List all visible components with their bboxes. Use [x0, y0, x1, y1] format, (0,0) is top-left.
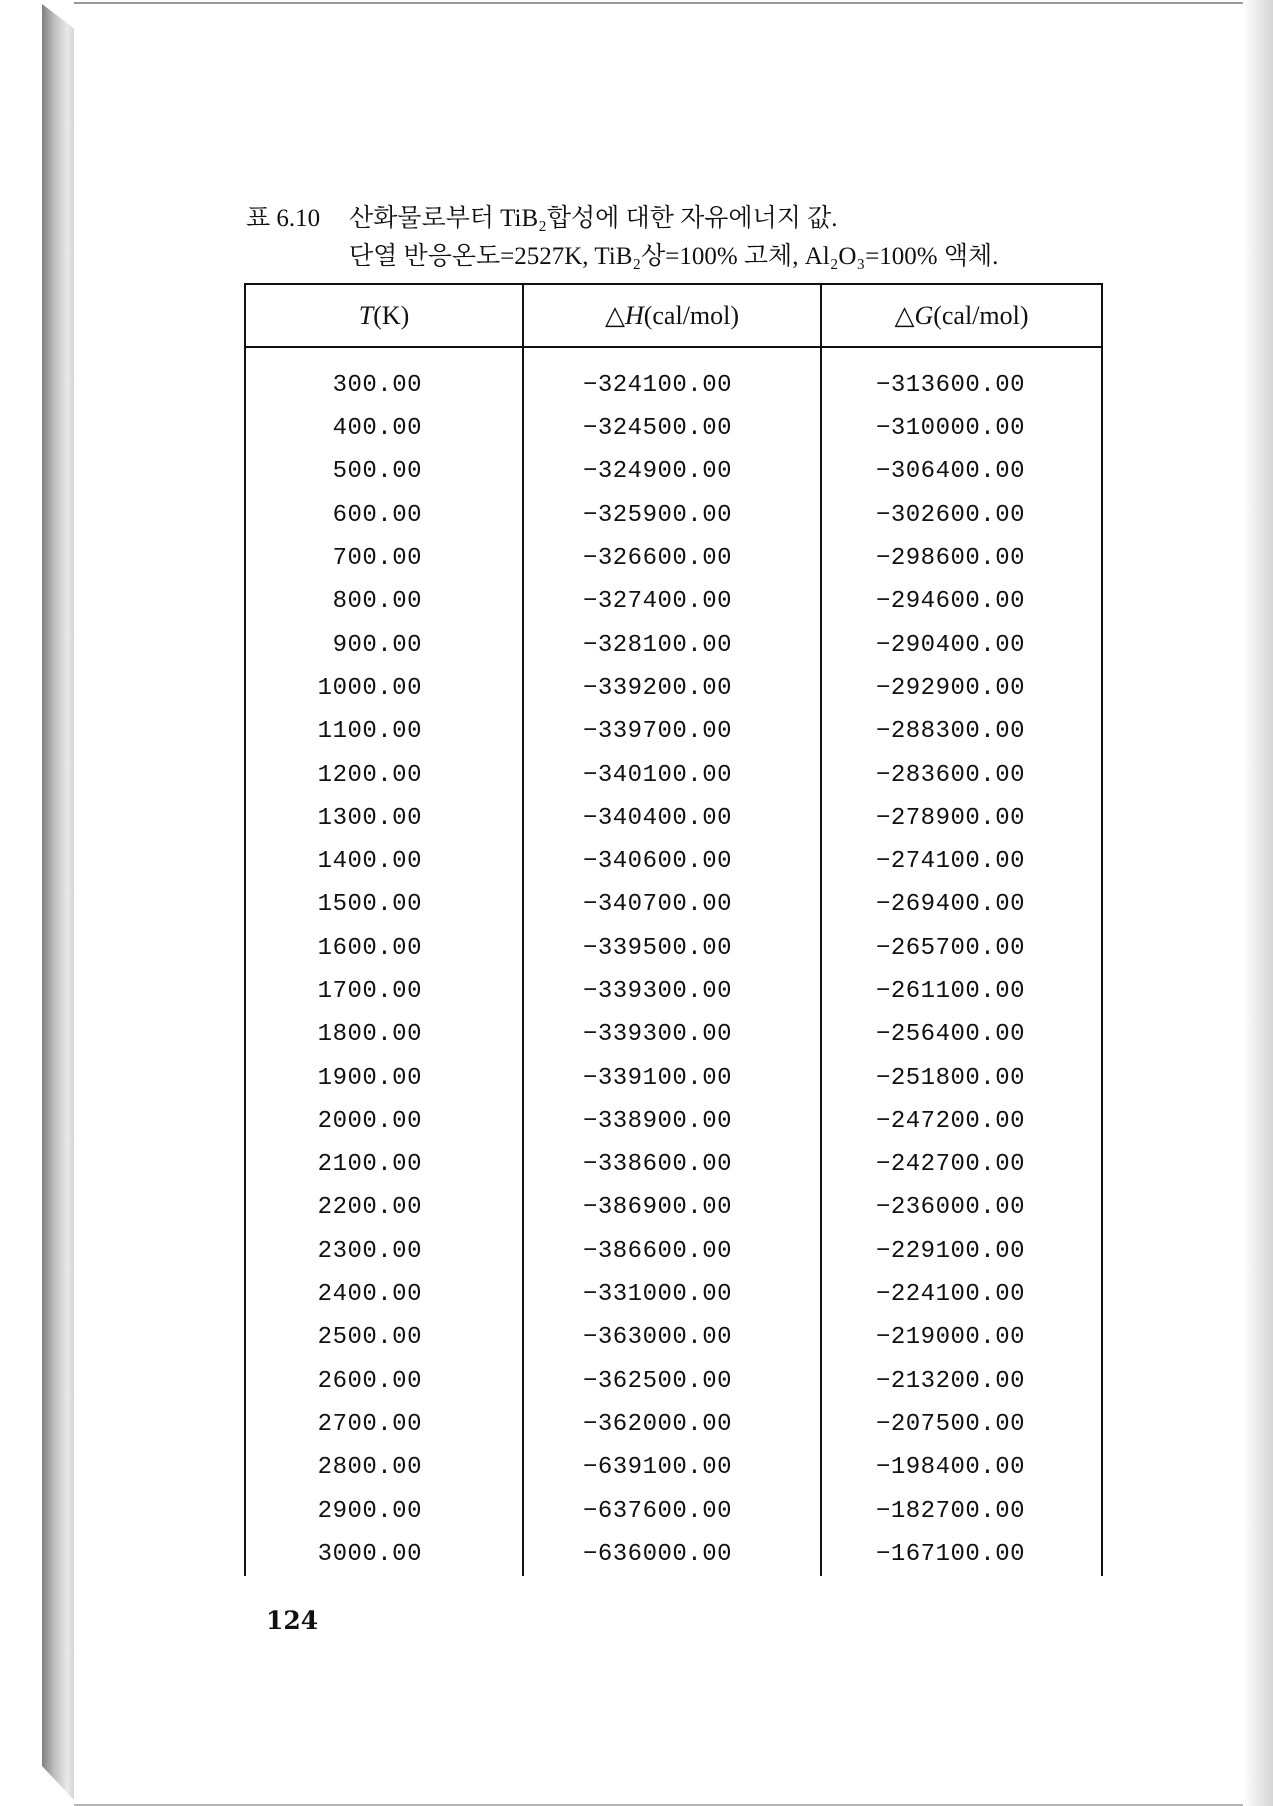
table-row [245, 494, 1102, 537]
header-temperature-symbol: T [358, 300, 374, 330]
cell-temperature: 3000.00 [245, 1533, 523, 1576]
table-row [245, 1316, 1102, 1359]
cell-enthalpy: −339300.00 [523, 1013, 821, 1056]
cell-free-energy: −251800.00 [821, 1056, 1102, 1099]
table-row [245, 1100, 1102, 1143]
caption-line-1 [246, 200, 1146, 238]
cell-free-energy: −288300.00 [821, 710, 1102, 753]
book-spine [42, 4, 76, 1802]
cell-free-energy: −224100.00 [821, 1273, 1102, 1316]
cell-temperature: 1100.00 [245, 710, 523, 753]
cell-free-energy: −198400.00 [821, 1446, 1102, 1489]
table-row [245, 667, 1102, 710]
cell-temperature: 2600.00 [245, 1360, 523, 1403]
cell-enthalpy: −340700.00 [523, 883, 821, 926]
cell-temperature: 2300.00 [245, 1230, 523, 1273]
cell-free-energy: −207500.00 [821, 1403, 1102, 1446]
table-caption [246, 200, 1146, 276]
cell-temperature: 2900.00 [245, 1489, 523, 1532]
caption-line-2: 단열 반응온도=2527K, TiB₂상=100% 고체, Al₂O₃=100% 액체. [349, 243, 999, 270]
header-free-energy-unit: (cal/mol) [933, 300, 1029, 330]
table-row [245, 580, 1102, 623]
cell-enthalpy: −363000.00 [523, 1316, 821, 1359]
table-row [245, 1360, 1102, 1403]
table-row [245, 347, 1102, 407]
header-free-energy-symbol: G [914, 300, 934, 330]
table-row [245, 1056, 1102, 1099]
cell-free-energy: −298600.00 [821, 537, 1102, 580]
cell-enthalpy: −340100.00 [523, 753, 821, 796]
cell-free-energy: −219000.00 [821, 1316, 1102, 1359]
table-row [245, 1489, 1102, 1532]
table-row [245, 1186, 1102, 1229]
table-row [245, 1013, 1102, 1056]
cell-free-energy: −313600.00 [821, 347, 1102, 407]
cell-free-energy: −306400.00 [821, 450, 1102, 493]
cell-enthalpy: −637600.00 [523, 1489, 821, 1532]
cell-temperature: 2100.00 [245, 1143, 523, 1186]
cell-enthalpy: −339100.00 [523, 1056, 821, 1099]
table-row [245, 1533, 1102, 1576]
cell-free-energy: −229100.00 [821, 1230, 1102, 1273]
header-enthalpy [523, 284, 821, 347]
cell-enthalpy: −386900.00 [523, 1186, 821, 1229]
table-row [245, 1273, 1102, 1316]
page-number: 124 [266, 1606, 319, 1635]
header-enthalpy-unit: (cal/mol) [643, 300, 740, 330]
table-row [245, 1403, 1102, 1446]
table-row [245, 407, 1102, 450]
cell-free-energy: −265700.00 [821, 927, 1102, 970]
cell-temperature: 1900.00 [245, 1056, 523, 1099]
caption-label: 표 6.10 [246, 205, 321, 232]
cell-temperature: 1300.00 [245, 797, 523, 840]
cell-free-energy: −182700.00 [821, 1489, 1102, 1532]
cell-temperature: 2700.00 [245, 1403, 523, 1446]
cell-enthalpy: −338600.00 [523, 1143, 821, 1186]
header-free-energy-delta: △ [894, 300, 915, 330]
cell-temperature: 1200.00 [245, 753, 523, 796]
cell-enthalpy: −325900.00 [523, 494, 821, 537]
cell-free-energy: −236000.00 [821, 1186, 1102, 1229]
cell-free-energy: −294600.00 [821, 580, 1102, 623]
cell-enthalpy: −362500.00 [523, 1360, 821, 1403]
cell-temperature: 2000.00 [245, 1100, 523, 1143]
cell-enthalpy: −338900.00 [523, 1100, 821, 1143]
cell-enthalpy: −324500.00 [523, 407, 821, 450]
cell-temperature: 2400.00 [245, 1273, 523, 1316]
table-row [245, 970, 1102, 1013]
cell-free-energy: −274100.00 [821, 840, 1102, 883]
table-row [245, 1143, 1102, 1186]
cell-free-energy: −269400.00 [821, 883, 1102, 926]
table-row [245, 1446, 1102, 1489]
cell-enthalpy: −339700.00 [523, 710, 821, 753]
cell-free-energy: −261100.00 [821, 970, 1102, 1013]
header-temperature-unit: (K) [373, 300, 410, 330]
table-row [245, 1230, 1102, 1273]
cell-free-energy: −290400.00 [821, 623, 1102, 666]
cell-free-energy: −302600.00 [821, 494, 1102, 537]
cell-free-energy: −278900.00 [821, 797, 1102, 840]
cell-enthalpy: −636000.00 [523, 1533, 821, 1576]
cell-free-energy: −283600.00 [821, 753, 1102, 796]
table-body [245, 347, 1102, 1576]
table-row [245, 797, 1102, 840]
table-row [245, 883, 1102, 926]
cell-enthalpy: −362000.00 [523, 1403, 821, 1446]
cell-temperature: 900.00 [245, 623, 523, 666]
cell-free-energy: −242700.00 [821, 1143, 1102, 1186]
cell-free-energy: −167100.00 [821, 1533, 1102, 1576]
cell-enthalpy: −339300.00 [523, 970, 821, 1013]
cell-free-energy: −256400.00 [821, 1013, 1102, 1056]
free-energy-table [244, 283, 1103, 1576]
cell-enthalpy: −327400.00 [523, 580, 821, 623]
cell-temperature: 1000.00 [245, 667, 523, 710]
cell-temperature: 500.00 [245, 450, 523, 493]
cell-enthalpy: −339200.00 [523, 667, 821, 710]
cell-temperature: 800.00 [245, 580, 523, 623]
cell-enthalpy: −326600.00 [523, 537, 821, 580]
cell-free-energy: −213200.00 [821, 1360, 1102, 1403]
page-edge-shadow [1243, 0, 1273, 1806]
cell-temperature: 1600.00 [245, 927, 523, 970]
table-row [245, 753, 1102, 796]
header-enthalpy-symbol: H [624, 300, 644, 330]
table-row [245, 623, 1102, 666]
cell-temperature: 1500.00 [245, 883, 523, 926]
cell-enthalpy: −331000.00 [523, 1273, 821, 1316]
table-row [245, 927, 1102, 970]
cell-temperature: 700.00 [245, 537, 523, 580]
cell-temperature: 2500.00 [245, 1316, 523, 1359]
header-temperature [245, 284, 523, 347]
cell-temperature: 2800.00 [245, 1446, 523, 1489]
header-free-energy [821, 284, 1102, 347]
cell-enthalpy: −324900.00 [523, 450, 821, 493]
table-row [245, 710, 1102, 753]
cell-temperature: 2200.00 [245, 1186, 523, 1229]
cell-temperature: 600.00 [245, 494, 523, 537]
table-row [245, 840, 1102, 883]
cell-enthalpy: −339500.00 [523, 927, 821, 970]
cell-temperature: 1400.00 [245, 840, 523, 883]
cell-enthalpy: −328100.00 [523, 623, 821, 666]
table-header-row [245, 284, 1102, 347]
cell-temperature: 400.00 [245, 407, 523, 450]
cell-enthalpy: −340600.00 [523, 840, 821, 883]
cell-temperature: 1800.00 [245, 1013, 523, 1056]
cell-free-energy: −310000.00 [821, 407, 1102, 450]
cell-free-energy: −247200.00 [821, 1100, 1102, 1143]
cell-enthalpy: −639100.00 [523, 1446, 821, 1489]
cell-temperature: 300.00 [245, 347, 523, 407]
caption-title: 산화물로부터 TiB₂합성에 대한 자유에너지 값. [349, 205, 838, 232]
cell-temperature: 1700.00 [245, 970, 523, 1013]
cell-enthalpy: −340400.00 [523, 797, 821, 840]
table-row [245, 537, 1102, 580]
cell-enthalpy: −386600.00 [523, 1230, 821, 1273]
cell-enthalpy: −324100.00 [523, 347, 821, 407]
cell-free-energy: −292900.00 [821, 667, 1102, 710]
table-row [245, 450, 1102, 493]
header-enthalpy-delta: △ [604, 300, 625, 330]
